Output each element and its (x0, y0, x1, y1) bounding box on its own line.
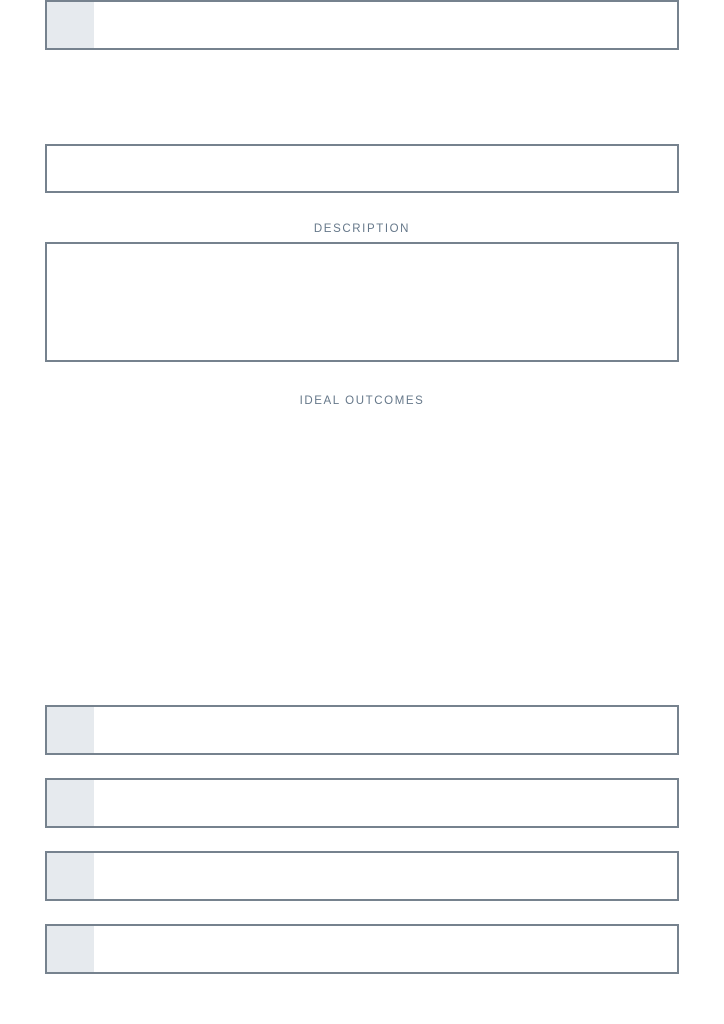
outcome-row[interactable] (45, 778, 679, 828)
outcome-row[interactable] (45, 0, 679, 50)
outcome-value (94, 926, 677, 972)
outcome-checkbox[interactable] (47, 926, 94, 972)
title-input-box[interactable] (45, 144, 679, 193)
outcome-checkbox[interactable] (47, 707, 94, 753)
description-value (47, 244, 677, 360)
outcome-row[interactable] (45, 705, 679, 755)
outcome-value (94, 707, 677, 753)
outcome-checkbox[interactable] (47, 853, 94, 899)
ideal-outcomes-label: IDEAL OUTCOMES (299, 395, 425, 407)
outcome-checkbox[interactable] (47, 780, 94, 826)
description-label: DESCRIPTION (313, 223, 411, 235)
outcome-checkbox[interactable] (47, 2, 94, 48)
outcome-row[interactable] (45, 924, 679, 974)
outcome-value (94, 853, 677, 899)
title-value (47, 146, 677, 191)
outcome-row[interactable] (45, 851, 679, 901)
outcome-value (94, 780, 677, 826)
description-input-box[interactable] (45, 242, 679, 362)
outcome-value (94, 2, 677, 48)
